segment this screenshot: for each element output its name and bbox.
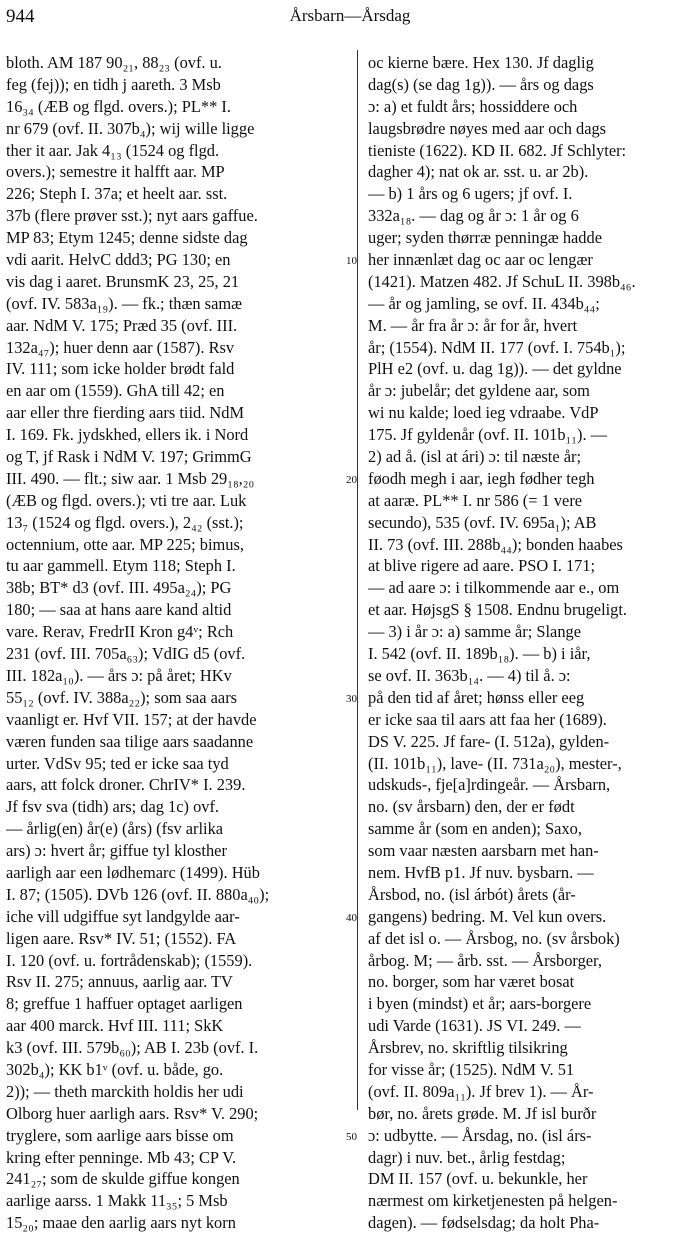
text-line: nærmest om kirketjenesten på helgen- xyxy=(368,1191,618,1211)
text-line: år; (1554). NdM II. 177 (ovf. I. 754b₁); xyxy=(368,337,626,357)
text-line: af det isl o. — Årsbog, no. (sv årsbok) xyxy=(368,928,620,948)
text-line: Rsv II. 275; annuus, aarlig aar. TV xyxy=(6,972,233,992)
text-line: udi Varde (1631). JS VI. 249. — xyxy=(368,1016,581,1036)
text-line: dagen). — fødselsdag; da holt Pha- xyxy=(368,1213,600,1233)
text-line: II. 73 (ovf. III. 288b₄₄); bonden haabes xyxy=(368,534,623,554)
right-column xyxy=(368,52,694,1234)
text-line: 241₂₇; som de skulde giffue kongen xyxy=(6,1169,240,1189)
text-line: feg (fej)); en tidh j aareth. 3 Msb xyxy=(6,74,221,94)
line-number: 10 xyxy=(346,255,357,268)
text-line: samme år (som en anden); Saxo, xyxy=(368,819,582,839)
text-line: 55₁₂ (ovf. IV. 388a₂₂); som saa aars xyxy=(6,687,238,707)
running-head: Årsbarn—Årsdag xyxy=(289,6,411,25)
text-line: oc kierne bære. Hex 130. Jf daglig xyxy=(368,53,594,72)
text-line: — år og jamling, se ovf. II. 434b₄₄; xyxy=(368,293,600,313)
text-line: 2) ad å. (isl at ári) ɔ: til næste år; xyxy=(368,447,582,467)
text-line: (1421). Matzen 482. Jf SchuL II. 398b₄₆. xyxy=(368,271,636,291)
text-line: (ovf. II. 809a₁₁). Jf brev 1). — År- xyxy=(368,1081,594,1101)
text-line: 8; greffue 1 haffuer optaget aarligen xyxy=(6,994,243,1014)
text-line: dag(s) (se dag 1g)). — års og dags xyxy=(368,74,594,94)
text-line: wi nu kalde; loed ieg vdraabe. VdP xyxy=(368,403,599,423)
text-line: — ad aare ɔ: i tilkommende aar e., om xyxy=(368,578,620,598)
text-line: k3 (ovf. III. 579b₆₀); AB I. 23b (ovf. I. xyxy=(6,1038,259,1058)
text-line: (ÆB og flgd. overs.); vti tre aar. Luk xyxy=(6,490,247,510)
text-line: 175. Jf gyldenår (ovf. II. 101b₁₁). — xyxy=(368,425,608,445)
line-number: 30 xyxy=(346,693,357,706)
text-line: 302b₄); KK b1ᵛ (ovf. u. både, go. xyxy=(6,1059,224,1079)
text-line: på den tid af året; hønss eller eeg xyxy=(368,687,585,707)
text-line: aar. NdM V. 175; Præd 35 (ovf. III. xyxy=(6,315,238,335)
text-line: laugsbrødre nøyes med aar och dags xyxy=(368,118,607,138)
text-line: 16₃₄ (ÆB og flgd. overs.); PL** I. xyxy=(6,96,231,116)
text-line: uger; syden thørræ penningæ hadde xyxy=(368,228,602,248)
text-line: bør, no. årets grøde. M. Jf isl burðr xyxy=(368,1103,597,1123)
text-line: aars, att folck droner. ChrIV* I. 239. xyxy=(6,775,246,795)
text-line: ars) ɔ: hvert år; giffue tyl klosther xyxy=(6,841,227,861)
text-line: 332a₁₈. — dag og år ɔ: 1 år og 6 xyxy=(368,206,579,226)
page-header xyxy=(0,0,700,40)
line-number: 50 xyxy=(346,1131,357,1144)
text-line: I. 542 (ovf. II. 189b₁₈). — b) i iår, xyxy=(368,644,591,664)
text-line: dagr) i nuv. bet., årlig festdag; xyxy=(368,1147,566,1167)
text-line: ligen aare. Rsv* IV. 51; (1552). FA xyxy=(6,928,237,948)
text-line: vare. Rerav, FredrII Kron g4ᵛ; Rch xyxy=(6,622,234,642)
text-line: føodh megh i aar, iegh fødher tegh xyxy=(368,468,595,488)
text-line: — 3) i år ɔ: a) samme år; Slange xyxy=(368,622,581,642)
text-line: for visse år; (1525). NdM V. 51 xyxy=(368,1059,575,1079)
text-line: overs.); semestre it halfft aar. MP xyxy=(6,162,225,182)
text-line: (II. 101b₁₁), lave- (II. 731a₂₀), mester-, xyxy=(368,753,622,773)
text-line: tu aar gammell. Etym 118; Steph I. xyxy=(6,556,236,576)
text-line: vis dag i aaret. BrunsmK 23, 25, 21 xyxy=(6,271,240,291)
left-column xyxy=(6,52,346,1234)
page-number: 944 xyxy=(6,6,35,27)
text-line: 132a₄₇); huer denn aar (1587). Rsv xyxy=(6,337,235,357)
text-line: er icke saa til aars att faa her (1689). xyxy=(368,709,607,729)
text-line: 2)); — theth marckith holdis her udi xyxy=(6,1081,244,1101)
line-number: 40 xyxy=(346,912,357,925)
text-line: octennium, otte aar. MP 225; bimus, xyxy=(6,534,244,554)
text-line: år ɔ: jubelår; det gyldene aar, som xyxy=(368,381,590,401)
text-line: gangens) bedring. M. Vel kun overs. xyxy=(368,906,607,926)
text-line: og T, jf Rask i NdM V. 197; GrimmG xyxy=(6,447,252,467)
text-line: 180; — saa at hans aare kand altid xyxy=(6,600,232,620)
text-line: 231 (ovf. III. 705a₆₃); VdIG d5 (ovf. xyxy=(6,644,246,664)
text-line: nr 679 (ovf. II. 307b₄); wij wille ligge xyxy=(6,118,255,138)
text-line: 226; Steph I. 37a; et heelt aar. sst. xyxy=(6,184,228,204)
text-line: en aar om (1559). GhA till 42; en xyxy=(6,381,225,401)
text-line: M. — år fra år ɔ: år for år, hvert xyxy=(368,315,578,335)
text-line: tryglere, som aarlige aars bisse om xyxy=(6,1125,234,1145)
text-line: dagher 4); nat ok ar. sst. u. ar 2b). xyxy=(368,162,589,182)
text-line: no. borger, som har været bosat xyxy=(368,972,575,992)
text-line: at blive rigere ad aare. PSO I. 171; xyxy=(368,556,596,576)
text-line: MP 83; Etym 1245; denne sidste dag xyxy=(6,228,248,248)
column-divider xyxy=(357,50,358,1110)
text-line: Årsbrev, no. skriftlig tilsikring xyxy=(368,1038,568,1058)
text-line: tieniste (1622). KD II. 682. Jf Schlyter: xyxy=(368,140,627,160)
text-line: at aaræ. PL** I. nr 586 (= 1 vere xyxy=(368,490,583,510)
text-line: udskuds-, fje[a]rdingeår. — Årsbarn, xyxy=(368,775,611,795)
text-line: III. 490. — flt.; siw aar. 1 Msb 29₁₈,₂₀ xyxy=(6,468,255,488)
text-line: I. 169. Fk. jydskhed, ellers ik. i Nord xyxy=(6,425,249,445)
text-line: se ovf. II. 363b₁₄. — 4) til å. ɔ: xyxy=(368,665,571,685)
text-line: 15₂₀; maae den aarlig aars nyt korn xyxy=(6,1213,236,1233)
text-line: DM II. 157 (ovf. u. bekunkle, her xyxy=(368,1169,588,1189)
text-line: aarlige aarss. 1 Makk 11₃₅; 5 Msb xyxy=(6,1191,228,1211)
text-line: no. (sv årsbarn) den, der er født xyxy=(368,797,575,817)
text-line: secundo), 535 (ovf. IV. 695a₁); AB xyxy=(368,512,597,532)
text-line: Olborg huer aarligh aars. Rsv* V. 290; xyxy=(6,1103,259,1123)
text-line: IV. 111; som icke holder brødt fald xyxy=(6,359,235,379)
text-line: vaanligt er. Hvf VII. 157; at der havde xyxy=(6,709,257,729)
text-line: PlH e2 (ovf. u. dag 1g)). — det gyldne xyxy=(368,359,622,379)
text-line: 37b (flere prøver sst.); nyt aars gaffue. xyxy=(6,206,258,226)
text-line: I. 87; (1505). DVb 126 (ovf. II. 880a₄₀); xyxy=(6,884,270,904)
text-line: ɔ: udbytte. — Årsdag, no. (isl árs- xyxy=(368,1125,592,1145)
text-line: væren funden saa tilige aars saadanne xyxy=(6,731,254,751)
text-line: årbog. M; — årb. sst. — Årsborger, xyxy=(368,950,602,970)
text-line: vdi aarit. HelvC ddd3; PG 130; en xyxy=(6,250,231,270)
text-line: aar eller thre fierding aars tiid. NdM xyxy=(6,403,245,423)
text-line: — b) 1 års og 6 ugers; jf ovf. I. xyxy=(368,184,573,204)
text-line: 38b; BT* d3 (ovf. III. 495a₂₄); PG xyxy=(6,578,232,598)
text-line: et aar. HøjsgS § 1508. Endnu brugeligt. xyxy=(368,600,628,620)
text-line: nem. HvfB p1. Jf nuv. bysbarn. — xyxy=(368,862,594,882)
text-line: aarligh aar een lødhemarc (1499). Hüb xyxy=(6,862,260,882)
text-line: iche vill udgiffue syt landgylde aar- xyxy=(6,906,240,926)
text-line: aar 400 marck. Hvf III. 111; SkK xyxy=(6,1016,224,1036)
text-line: Årsbod, no. (isl árbót) årets (år- xyxy=(368,884,576,904)
text-line: som vaar næsten aarsbarn met han- xyxy=(368,841,599,861)
text-line: urter. VdSv 95; ted er icke saa tyd xyxy=(6,753,229,773)
text-line: bloth. AM 187 90₂₁, 88₂₃ (ovf. u. xyxy=(6,53,222,72)
line-number: 20 xyxy=(346,474,357,487)
text-line: III. 182a₁₀). — års ɔ: på året; HKv xyxy=(6,665,232,685)
text-line: i byen (mindst) et år; aars-borgere xyxy=(368,994,592,1014)
text-line: 13₇ (1524 og flgd. overs.), 2₄₂ (sst.); xyxy=(6,512,244,532)
text-line: ɔ: a) et fuldt års; hossiddere och xyxy=(368,96,578,116)
text-line: Jf fsv sva (tidh) ars; dag 1c) ovf. xyxy=(6,797,220,817)
text-line: kring efter penninge. Mb 43; CP V. xyxy=(6,1147,237,1167)
text-line: (ovf. IV. 583a₁₉). — fk.; thæn samæ xyxy=(6,293,243,313)
text-line: her innænlæt dag oc aar oc lengær xyxy=(368,250,593,270)
text-line: DS V. 225. Jf fare- (I. 512a), gylden- xyxy=(368,731,610,751)
text-line: ther it aar. Jak 4₁₃ (1524 og flgd. xyxy=(6,140,220,160)
text-line: I. 120 (ovf. u. fortrådenskab); (1559). xyxy=(6,950,253,970)
text-line: — årlig(en) år(e) (års) (fsv arlika xyxy=(6,819,224,839)
